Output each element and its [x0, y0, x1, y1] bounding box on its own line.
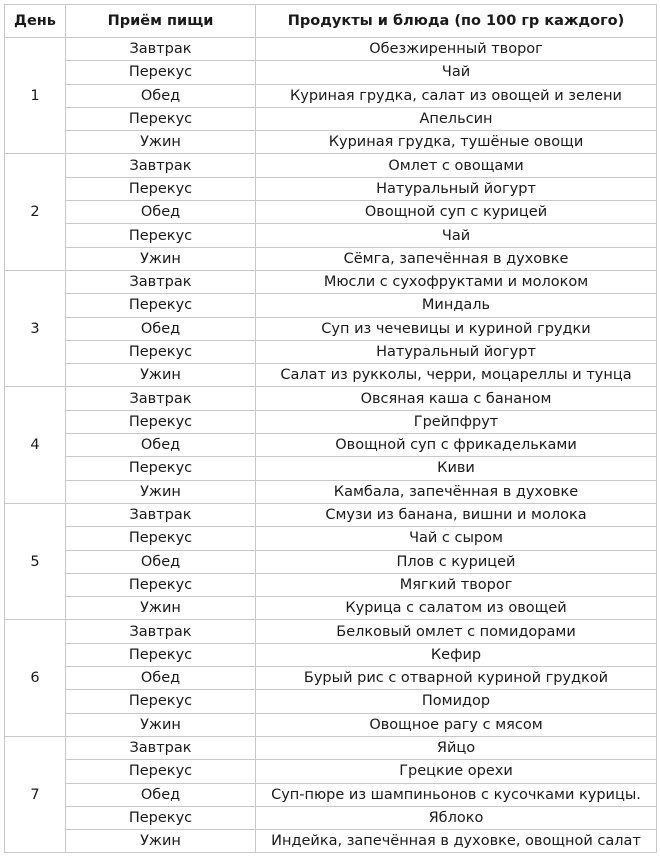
meal-type-cell: Ужин [66, 597, 256, 620]
day-number-cell: 2 [5, 154, 66, 270]
food-cell: Грецкие орехи [256, 760, 657, 783]
header-food: Продукты и блюда (по 100 гр каждого) [256, 5, 657, 38]
meal-type-cell: Ужин [66, 830, 256, 853]
meal-type-cell: Перекус [66, 294, 256, 317]
header-meal: Приём пищи [66, 5, 256, 38]
food-cell: Натуральный йогурт [256, 340, 657, 363]
table-row [5, 154, 657, 177]
meal-type-cell: Перекус [66, 690, 256, 713]
table-row [5, 410, 657, 433]
day-number-cell: 6 [5, 620, 66, 736]
food-cell: Белковый омлет с помидорами [256, 620, 657, 643]
food-cell: Мягкий творог [256, 573, 657, 596]
table-row [5, 224, 657, 247]
table-row [5, 387, 657, 410]
food-cell: Омлет с овощами [256, 154, 657, 177]
food-cell: Чай [256, 61, 657, 84]
food-cell: Суп-пюре из шампиньонов с кусочками курицы. [256, 783, 657, 806]
table-row [5, 760, 657, 783]
meal-type-cell: Перекус [66, 107, 256, 130]
table-row [5, 643, 657, 666]
meal-type-cell: Обед [66, 201, 256, 224]
meal-type-cell: Перекус [66, 224, 256, 247]
food-cell: Смузи из банана, вишни и молока [256, 503, 657, 526]
food-cell: Помидор [256, 690, 657, 713]
meal-type-cell: Ужин [66, 247, 256, 270]
meal-type-cell: Обед [66, 783, 256, 806]
table-row [5, 783, 657, 806]
meal-plan-table [4, 4, 657, 853]
table-body [5, 38, 657, 853]
header-day: День [5, 5, 66, 38]
table-row [5, 201, 657, 224]
table-header [5, 5, 657, 38]
food-cell: Яйцо [256, 736, 657, 759]
meal-type-cell: Завтрак [66, 270, 256, 293]
meal-type-cell: Ужин [66, 364, 256, 387]
food-cell: Куриная грудка, салат из овощей и зелени [256, 84, 657, 107]
table-row [5, 247, 657, 270]
table-row [5, 434, 657, 457]
day-number-cell: 7 [5, 736, 66, 852]
meal-type-cell: Обед [66, 667, 256, 690]
table-row [5, 550, 657, 573]
meal-type-cell: Завтрак [66, 154, 256, 177]
table-row [5, 830, 657, 853]
table-row [5, 573, 657, 596]
meal-type-cell: Перекус [66, 760, 256, 783]
food-cell: Киви [256, 457, 657, 480]
food-cell: Чай с сыром [256, 527, 657, 550]
table-row [5, 364, 657, 387]
food-cell: Овсяная каша с бананом [256, 387, 657, 410]
meal-type-cell: Ужин [66, 131, 256, 154]
food-cell: Овощное рагу с мясом [256, 713, 657, 736]
day-number-cell: 3 [5, 270, 66, 386]
food-cell: Мюсли с сухофруктами и молоком [256, 270, 657, 293]
meal-type-cell: Перекус [66, 340, 256, 363]
day-number-cell: 1 [5, 38, 66, 154]
food-cell: Натуральный йогурт [256, 177, 657, 200]
food-cell: Бурый рис с отварной куриной грудкой [256, 667, 657, 690]
meal-type-cell: Завтрак [66, 620, 256, 643]
meal-type-cell: Завтрак [66, 503, 256, 526]
table-row [5, 84, 657, 107]
meal-type-cell: Завтрак [66, 736, 256, 759]
food-cell: Плов с курицей [256, 550, 657, 573]
meal-type-cell: Перекус [66, 410, 256, 433]
food-cell: Кефир [256, 643, 657, 666]
meal-type-cell: Перекус [66, 527, 256, 550]
table-row [5, 736, 657, 759]
food-cell: Обезжиренный творог [256, 38, 657, 61]
meal-type-cell: Перекус [66, 806, 256, 829]
day-number-cell: 5 [5, 503, 66, 619]
table-row [5, 177, 657, 200]
food-cell: Чай [256, 224, 657, 247]
table-row [5, 38, 657, 61]
food-cell: Курица с салатом из овощей [256, 597, 657, 620]
meal-type-cell: Обед [66, 434, 256, 457]
food-cell: Куриная грудка, тушёные овощи [256, 131, 657, 154]
meal-type-cell: Перекус [66, 177, 256, 200]
table-row [5, 690, 657, 713]
table-row [5, 667, 657, 690]
table-row [5, 61, 657, 84]
table-row [5, 294, 657, 317]
food-cell: Суп из чечевицы и куриной грудки [256, 317, 657, 340]
food-cell: Индейка, запечённая в духовке, овощной салат [256, 830, 657, 853]
food-cell: Салат из рукколы, черри, моцареллы и тунца [256, 364, 657, 387]
meal-type-cell: Завтрак [66, 387, 256, 410]
table-row [5, 620, 657, 643]
meal-type-cell: Ужин [66, 480, 256, 503]
food-cell: Миндаль [256, 294, 657, 317]
food-cell: Овощной суп с фрикадельками [256, 434, 657, 457]
meal-type-cell: Обед [66, 550, 256, 573]
table-row [5, 457, 657, 480]
meal-type-cell: Ужин [66, 713, 256, 736]
meal-type-cell: Обед [66, 317, 256, 340]
table-row [5, 597, 657, 620]
meal-type-cell: Перекус [66, 61, 256, 84]
meal-type-cell: Перекус [66, 573, 256, 596]
food-cell: Грейпфрут [256, 410, 657, 433]
food-cell: Апельсин [256, 107, 657, 130]
table-row [5, 317, 657, 340]
table-row [5, 503, 657, 526]
meal-type-cell: Обед [66, 84, 256, 107]
meal-type-cell: Перекус [66, 457, 256, 480]
meal-type-cell: Перекус [66, 643, 256, 666]
table-row [5, 806, 657, 829]
table-row [5, 713, 657, 736]
day-number-cell: 4 [5, 387, 66, 503]
table-row [5, 527, 657, 550]
food-cell: Овощной суп с курицей [256, 201, 657, 224]
table-row [5, 107, 657, 130]
food-cell: Яблоко [256, 806, 657, 829]
table-row [5, 270, 657, 293]
meal-type-cell: Завтрак [66, 38, 256, 61]
table-row [5, 340, 657, 363]
header-row [5, 5, 657, 38]
table-row [5, 131, 657, 154]
table-row [5, 480, 657, 503]
food-cell: Сёмга, запечённая в духовке [256, 247, 657, 270]
food-cell: Камбала, запечённая в духовке [256, 480, 657, 503]
